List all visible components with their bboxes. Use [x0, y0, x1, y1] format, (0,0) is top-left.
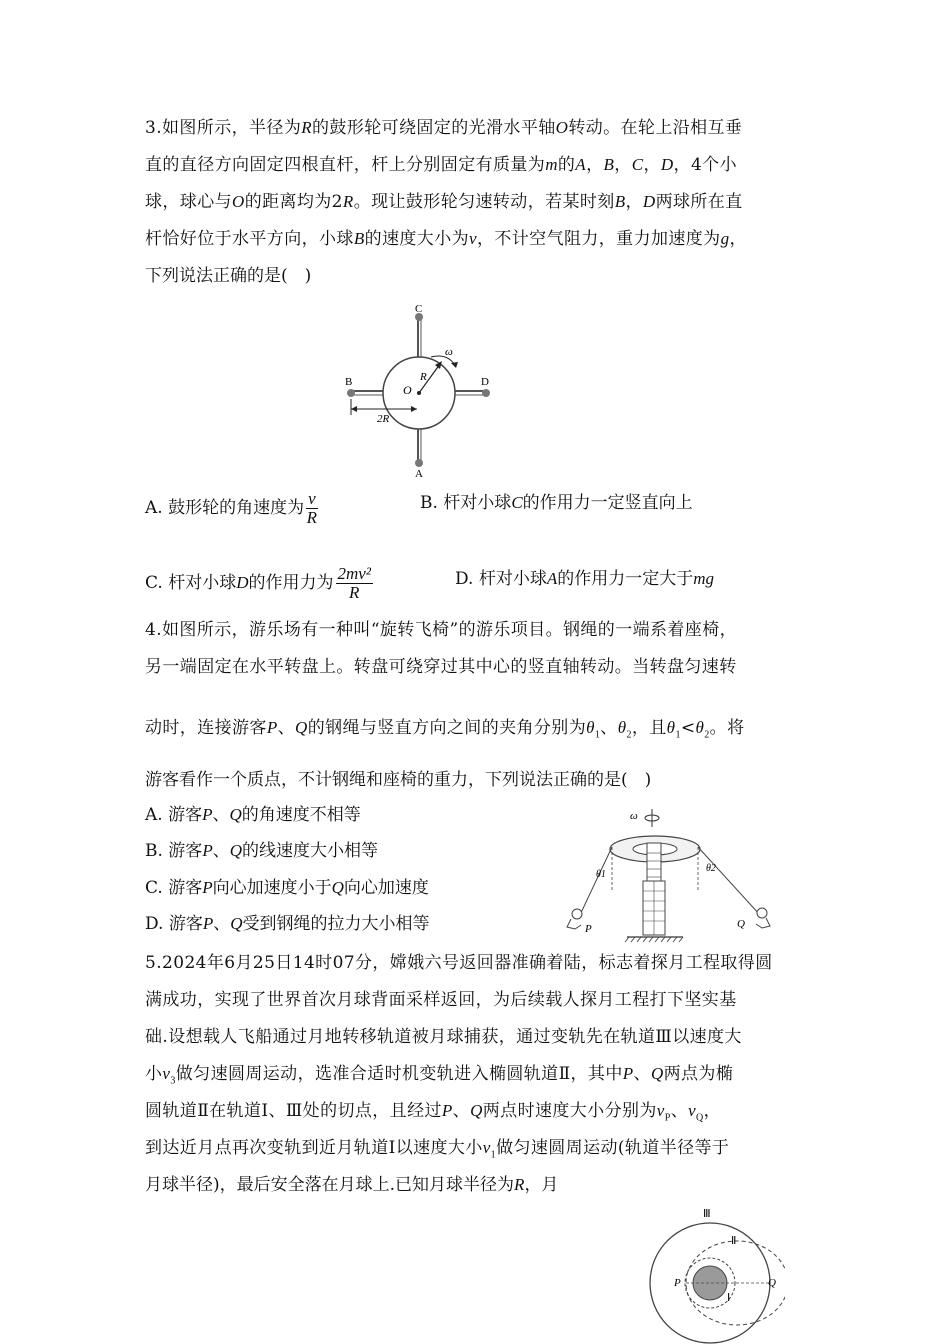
text-run: ，	[586, 155, 604, 175]
math-variable: O	[232, 192, 245, 211]
label-theta2: θ2	[706, 863, 716, 874]
text-run: 向心加速度	[343, 878, 429, 898]
text-run: ，	[703, 1101, 722, 1121]
ball-a	[415, 459, 423, 467]
text-run: ，	[729, 229, 747, 249]
math-subscript: 3	[170, 1075, 176, 1087]
text-run: ，月	[524, 1175, 559, 1195]
rope-q	[698, 847, 760, 915]
label-omega: ω	[630, 810, 638, 822]
q5-line-3	[145, 1025, 742, 1049]
lunar-orbit-figure	[645, 1205, 785, 1344]
math-variable: v	[482, 1138, 491, 1157]
rider-q-body	[756, 918, 770, 928]
text-run: ，	[614, 155, 632, 175]
math-variable: D	[660, 155, 674, 174]
q4-option-b	[145, 839, 378, 863]
label-omega: ω	[445, 346, 453, 358]
text-run: B. 杆对小球	[420, 493, 512, 513]
text-run: 5.2024年6月25日14时07分，嫦娥六号返回器准确着陆，标志着探月工程取得圆	[145, 953, 773, 973]
q3-line-5	[145, 264, 311, 288]
text-run: 础.设想载人飞船通过月地转移轨道被月球捕获，通过变轨先在轨道Ⅲ以速度大	[145, 1027, 742, 1047]
text-run: 3.如图所示，半径为	[145, 118, 302, 138]
text-run: 的速度大小为	[364, 229, 470, 249]
text-run: 、	[212, 805, 230, 825]
math-variable: θ	[586, 718, 595, 737]
rider-p	[572, 909, 582, 919]
label-a: A	[415, 468, 423, 480]
math-variable: R	[342, 192, 354, 211]
q5-line-7	[145, 1173, 558, 1197]
text-run: 的钢绳与竖直方向之间的夹角分别为	[307, 718, 587, 738]
label-theta1: θ1	[596, 869, 606, 880]
q3-line-4	[145, 227, 747, 251]
drum-wheel-figure	[335, 305, 500, 480]
text-run: 的	[557, 155, 576, 175]
math-variable: θ	[666, 718, 676, 737]
q3-option-c	[145, 565, 375, 602]
math-variable: B	[353, 229, 365, 248]
q5-line-5	[145, 1099, 721, 1130]
text-run: 。现让鼓形轮匀速转动，若某时刻	[353, 192, 615, 212]
text-run: 的作用力为	[248, 573, 334, 593]
text-run: 的线速度大小相等	[241, 841, 378, 861]
math-variable: Q	[229, 841, 242, 860]
math-variable: O	[555, 118, 569, 137]
q5-line-2	[145, 988, 737, 1012]
text-run: ，不计空气阻力，重力加速度为	[476, 229, 721, 249]
fraction-numerator: 2mv²	[337, 564, 371, 583]
ground-hatch	[625, 937, 683, 942]
math-variable: v	[688, 1101, 697, 1120]
text-run: 月球半径)，最后安全落在月球上.已知月球半径为	[145, 1175, 515, 1195]
q3-option-d	[455, 567, 714, 591]
text-run: 两点为椭	[663, 1064, 734, 1084]
fraction-denominator: R	[306, 508, 318, 527]
q4-option-a	[145, 803, 361, 827]
q3-option-c-text	[145, 573, 334, 593]
text-run: 的角速度不相等	[241, 805, 361, 825]
math-subscript: 1	[594, 729, 601, 741]
text-run: ，4个小	[673, 155, 737, 175]
math-variable: Q	[229, 805, 242, 824]
label-b: B	[345, 376, 353, 388]
math-variable: P	[202, 805, 213, 824]
q3-option-a-fraction	[306, 490, 318, 527]
math-variable: P	[202, 914, 214, 933]
q3-line-1	[145, 116, 742, 140]
text-run: C. 游客	[145, 878, 203, 898]
text-run: 转动。在轮上沿相互垂	[568, 118, 743, 138]
text-run: 、	[452, 1101, 471, 1121]
text-run: 、	[277, 718, 296, 738]
text-run: 小	[145, 1064, 163, 1084]
text-run: 4.如图所示，游乐场有一种叫“旋转飞椅”的游乐项目。钢绳的一端系着座椅，	[145, 620, 737, 640]
text-run: 游客看作一个质点，不计钢绳和座椅的重力，下列说法正确的是( )	[145, 770, 652, 790]
text-run: D. 游客	[145, 914, 203, 934]
swing-ride-figure	[555, 805, 785, 947]
math-variable: A	[575, 155, 587, 174]
q3-option-a-text: A. 鼓形轮的角速度为	[145, 498, 305, 518]
fraction-numerator: v	[308, 489, 316, 508]
text-run: 做匀速圆周运动(轨道半径等于	[496, 1138, 730, 1158]
math-variable: v	[656, 1101, 665, 1120]
math-variable: A	[546, 569, 558, 588]
text-run: 、	[213, 914, 231, 934]
math-variable: P	[202, 878, 213, 897]
math-variable: v	[162, 1064, 171, 1083]
ball-d	[482, 389, 490, 397]
text-run: <	[680, 718, 696, 738]
rope-p	[579, 847, 612, 917]
rider-p-body	[567, 919, 581, 929]
math-variable: mg	[693, 569, 715, 588]
math-variable: Q	[230, 914, 243, 933]
text-run: 到达近月点再次变轨到近月轨道Ⅰ以速度大小	[145, 1138, 483, 1158]
q5-line-1	[145, 951, 773, 975]
text-run: 的作用力一定大于	[557, 569, 694, 589]
label-orbit-1: Ⅰ	[727, 1292, 731, 1304]
math-variable: θ	[617, 718, 627, 737]
math-subscript: 1	[490, 1149, 497, 1161]
text-run: 圆轨道Ⅱ在轨道Ⅰ、Ⅲ处的切点，且经过	[145, 1101, 442, 1121]
text-run: 满成功，实现了世界首次月球背面采样返回，为后续载人探月工程打下坚实基	[145, 990, 737, 1010]
q3-option-b	[420, 491, 693, 515]
text-run: 。将	[709, 718, 745, 738]
math-subscript: Q	[696, 1112, 704, 1124]
math-variable: v	[469, 229, 477, 248]
q4-line-4	[145, 768, 651, 792]
text-run: 向心加速度小于	[212, 878, 332, 898]
math-variable: B	[614, 192, 626, 211]
math-subscript: 2	[704, 729, 710, 741]
math-subscript: P	[664, 1112, 671, 1124]
text-run: 另一端固定在水平转盘上。转盘可绕穿过其中心的竖直轴转动。当转盘匀速转	[145, 657, 737, 677]
q5-line-4	[145, 1062, 733, 1093]
label-2r: 2R	[377, 413, 390, 425]
q3-option-a	[145, 490, 320, 527]
rotation-arrow	[451, 362, 458, 368]
label-o: O	[403, 383, 412, 397]
text-run: C. 杆对小球	[145, 573, 237, 593]
text-run: 、	[633, 1064, 651, 1084]
math-variable: m	[545, 155, 558, 174]
q4-line-1	[145, 618, 737, 642]
text-run: 、	[670, 1101, 689, 1121]
q3-line-3	[145, 190, 743, 214]
math-variable: P	[622, 1064, 634, 1083]
text-run: B. 游客	[145, 841, 203, 861]
label-p: P	[674, 1277, 681, 1289]
text-run: 的鼓形轮可绕固定的光滑水平轴	[312, 118, 556, 138]
text-run: 直的直径方向固定四根直杆，杆上分别固定有质量为	[145, 155, 546, 175]
label-p: P	[585, 923, 592, 935]
label-q: Q	[768, 1277, 776, 1289]
text-run: 的作用力一定竖直向上	[522, 493, 693, 513]
text-run: 球，球心与	[145, 192, 232, 212]
text-run: 的距离均为2	[244, 192, 343, 212]
text-run: 、	[600, 718, 618, 738]
label-orbit-2: Ⅱ	[731, 1235, 737, 1247]
ball-b	[347, 389, 355, 397]
text-run: 做匀速圆周运动，选准合适时机变轨进入椭圆轨道Ⅱ，其中	[175, 1064, 623, 1084]
q3-line-2	[145, 153, 737, 177]
math-variable: P	[441, 1101, 453, 1120]
math-variable: C	[631, 155, 644, 174]
math-variable: R	[301, 118, 313, 137]
text-run: ，	[625, 192, 643, 212]
math-variable: Q	[650, 1064, 664, 1083]
math-variable: Q	[331, 878, 344, 897]
label-r: R	[420, 371, 427, 383]
text-run: 两球所在直	[655, 192, 743, 212]
text-run: 动时，连接游客	[145, 718, 267, 738]
math-variable: B	[603, 155, 615, 174]
text-run: D. 杆对小球	[455, 569, 547, 589]
q3-option-c-fraction	[336, 565, 373, 602]
math-variable: D	[642, 192, 656, 211]
math-variable: P	[266, 718, 278, 737]
text-run: A. 游客	[145, 805, 203, 825]
text-run: 、	[212, 841, 230, 861]
label-q: Q	[737, 918, 745, 930]
text-run: 两点时速度大小分别为	[482, 1101, 657, 1121]
label-c: C	[415, 305, 423, 315]
text-run: 杆恰好位于水平方向，小球	[145, 229, 354, 249]
dim-arrow-left	[351, 406, 357, 412]
math-variable: θ	[695, 718, 705, 737]
math-variable: D	[236, 573, 249, 592]
label-orbit-3: Ⅲ	[703, 1208, 711, 1220]
text-run: 受到钢绳的拉力大小相等	[242, 914, 430, 934]
label-d: D	[481, 376, 489, 388]
math-variable: Q	[295, 718, 308, 737]
text-run: 下列说法正确的是( )	[145, 266, 312, 286]
math-variable: P	[202, 841, 213, 860]
math-subscript: 2	[626, 729, 632, 741]
math-variable: C	[511, 493, 523, 512]
q4-option-c	[145, 876, 429, 900]
q5-line-6	[145, 1136, 729, 1167]
text-run: ，且	[631, 718, 667, 738]
math-subscript: 1	[675, 729, 681, 741]
text-run: ，	[643, 155, 661, 175]
math-variable: R	[514, 1175, 525, 1194]
rider-q	[757, 908, 767, 918]
math-variable: Q	[470, 1101, 483, 1120]
q4-line-2	[145, 655, 737, 679]
q4-line-3	[145, 716, 744, 747]
fraction-denominator: R	[349, 583, 360, 602]
math-variable: g	[720, 229, 730, 248]
q4-option-d	[145, 912, 430, 936]
